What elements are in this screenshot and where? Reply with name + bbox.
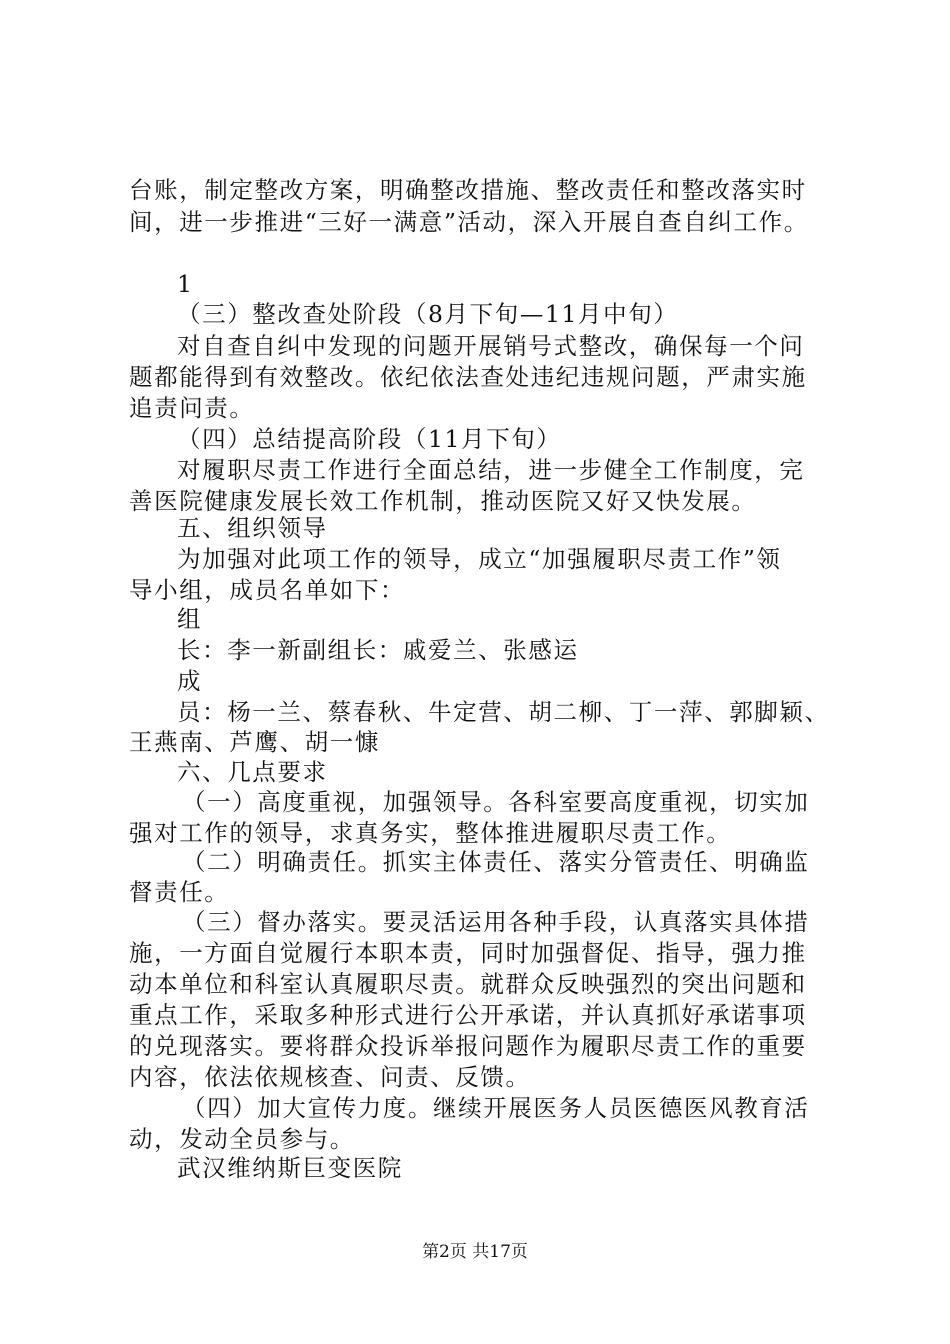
body-line: 内容，依法依规核查、问责、反馈。 bbox=[129, 1063, 531, 1091]
body-line: 组 bbox=[177, 605, 203, 633]
body-line: 台账，制定整改方案，明确整改措施、整改责任和整改落实时 bbox=[129, 176, 807, 204]
body-line: 长：李一新副组长：戚爱兰、张感运 bbox=[177, 636, 579, 664]
body-line: 督责任。 bbox=[129, 878, 230, 906]
body-line: 的兑现落实。要将群众投诉举报问题作为履职尽责工作的重要 bbox=[129, 1032, 807, 1060]
section-heading: （三）整改查处阶段（8月下旬—11月中旬） bbox=[177, 300, 679, 328]
section-heading: （四）总结提高阶段（11月下旬） bbox=[177, 425, 562, 453]
section-heading: 六、几点要求 bbox=[177, 758, 328, 786]
body-line: （四）加大宣传力度。继续开展医务人员医德医风教育活 bbox=[182, 1094, 810, 1122]
page-marker: 1 bbox=[177, 270, 194, 298]
body-line: （三）督办落实。要灵活运用各种手段，认真落实具体措 bbox=[182, 908, 810, 936]
body-line: 强对工作的领导，求真务实，整体推进履职尽责工作。 bbox=[129, 819, 732, 847]
body-line: 为加强对此项工作的领导，成立“加强履职尽责工作”领 bbox=[177, 545, 782, 573]
signature-org: 武汉维纳斯巨变医院 bbox=[177, 1154, 403, 1182]
body-line: （二）明确责任。抓实主体责任、落实分管责任、明确监 bbox=[182, 848, 810, 876]
body-line: 员：杨一兰、蔡春秋、牛定营、胡二柳、丁一萍、郭脚颖、 bbox=[177, 698, 830, 726]
body-line: 间，进一步推进“三好一满意”活动，深入开展自查自纠工作。 bbox=[129, 208, 809, 236]
body-line: 善医院健康发展长效工作机制，推动医院又好又快发展。 bbox=[129, 487, 757, 515]
body-line: 施，一方面自觉履行本职本责，同时加强督促、指导，强力推 bbox=[129, 939, 807, 967]
body-line: 题都能得到有效整改。依纪依法查处违纪违规问题，严肃实施 bbox=[129, 363, 807, 391]
body-line: 动，发动全员参与。 bbox=[129, 1125, 355, 1153]
body-line: 对自查自纠中发现的问题开展销号式整改，确保每一个问 bbox=[177, 332, 805, 360]
page-footer: 第2页 共17页 bbox=[422, 1242, 528, 1262]
body-line: 对履职尽责工作进行全面总结，进一步健全工作制度，完 bbox=[177, 456, 805, 484]
body-line: 动本单位和科室认真履职尽责。就群众反映强烈的突出问题和 bbox=[129, 970, 807, 998]
body-line: 导小组，成员名单如下： bbox=[129, 576, 406, 604]
body-line: 重点工作，采取多种形式进行公开承诺，并认真抓好承诺事项 bbox=[129, 1001, 807, 1029]
body-line: 成 bbox=[177, 667, 203, 695]
body-line: 追责问责。 bbox=[129, 394, 255, 422]
body-line: （一）高度重视，加强领导。各科室要高度重视，切实加 bbox=[182, 788, 810, 816]
section-heading: 五、组织领导 bbox=[177, 514, 328, 542]
body-line: 王燕南、芦鹰、胡一慷 bbox=[129, 728, 380, 756]
